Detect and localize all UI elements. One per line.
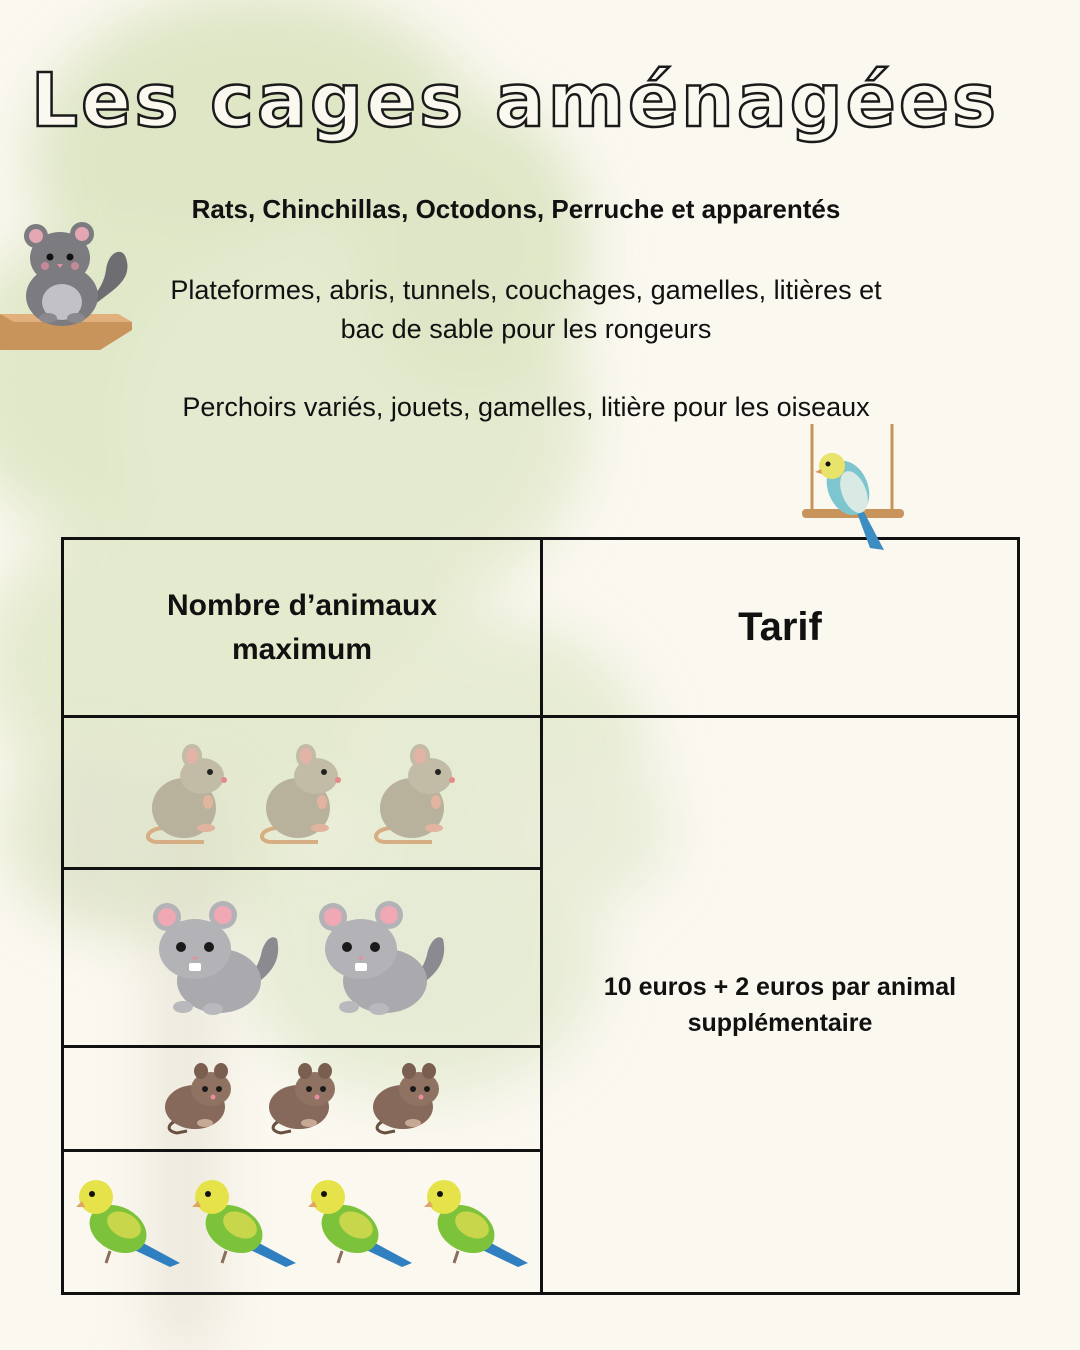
rodent-description-line-1: Plateformes, abris, tunnels, couchages, gamelles, litières et	[170, 275, 882, 305]
header-max-animals-cell	[63, 539, 542, 717]
rat-icon	[144, 738, 232, 848]
rodent-description-line-2: bac de sable pour les rongeurs	[340, 314, 712, 344]
page-title: Les cages aménagées	[30, 58, 1000, 144]
parakeet-icon	[188, 1167, 300, 1277]
chinchilla-icon	[153, 895, 285, 1021]
rat-icons	[64, 718, 540, 867]
parakeet-icon	[72, 1167, 184, 1277]
parakeet-on-swing-illustration	[798, 422, 908, 554]
price-line-2: supplémentaire	[687, 1009, 873, 1037]
octodons-cell	[63, 1047, 542, 1151]
parakeet-icon	[420, 1167, 532, 1277]
tariff-cell	[542, 717, 1019, 1294]
rats-cell	[63, 717, 542, 869]
parakeet-icons	[64, 1152, 540, 1292]
octodon-icons	[64, 1048, 540, 1149]
parakeets-cell	[63, 1151, 542, 1294]
octodon-icon	[157, 1059, 239, 1139]
octodon-icon	[365, 1059, 447, 1139]
rat-icon	[372, 738, 460, 848]
page-subtitle: Rats, Chinchillas, Octodons, Perruche et apparentés	[191, 194, 841, 224]
bird-equipment-description: Perchoirs variés, jouets, gamelles, litière pour les oiseaux	[182, 392, 870, 422]
rat-icon	[258, 738, 346, 848]
chinchilla-icons	[64, 870, 540, 1045]
price-line-1: 10 euros + 2 euros par animal	[603, 973, 957, 1001]
table-row-rats	[63, 717, 1019, 869]
parakeet-icon	[304, 1167, 416, 1277]
rodent-equipment-description	[0, 271, 1052, 349]
pricing-table	[61, 537, 1020, 1295]
header-tariff-cell: Tarif	[542, 539, 1019, 717]
chinchillas-cell	[63, 869, 542, 1047]
table-header-row	[63, 539, 1019, 717]
octodon-icon	[261, 1059, 343, 1139]
chinchilla-on-shelf-illustration	[0, 212, 135, 352]
header-max-animals-line-2: maximum	[231, 632, 373, 666]
header-max-animals-line-1: Nombre d’animaux	[166, 588, 438, 622]
chinchilla-icon	[319, 895, 451, 1021]
